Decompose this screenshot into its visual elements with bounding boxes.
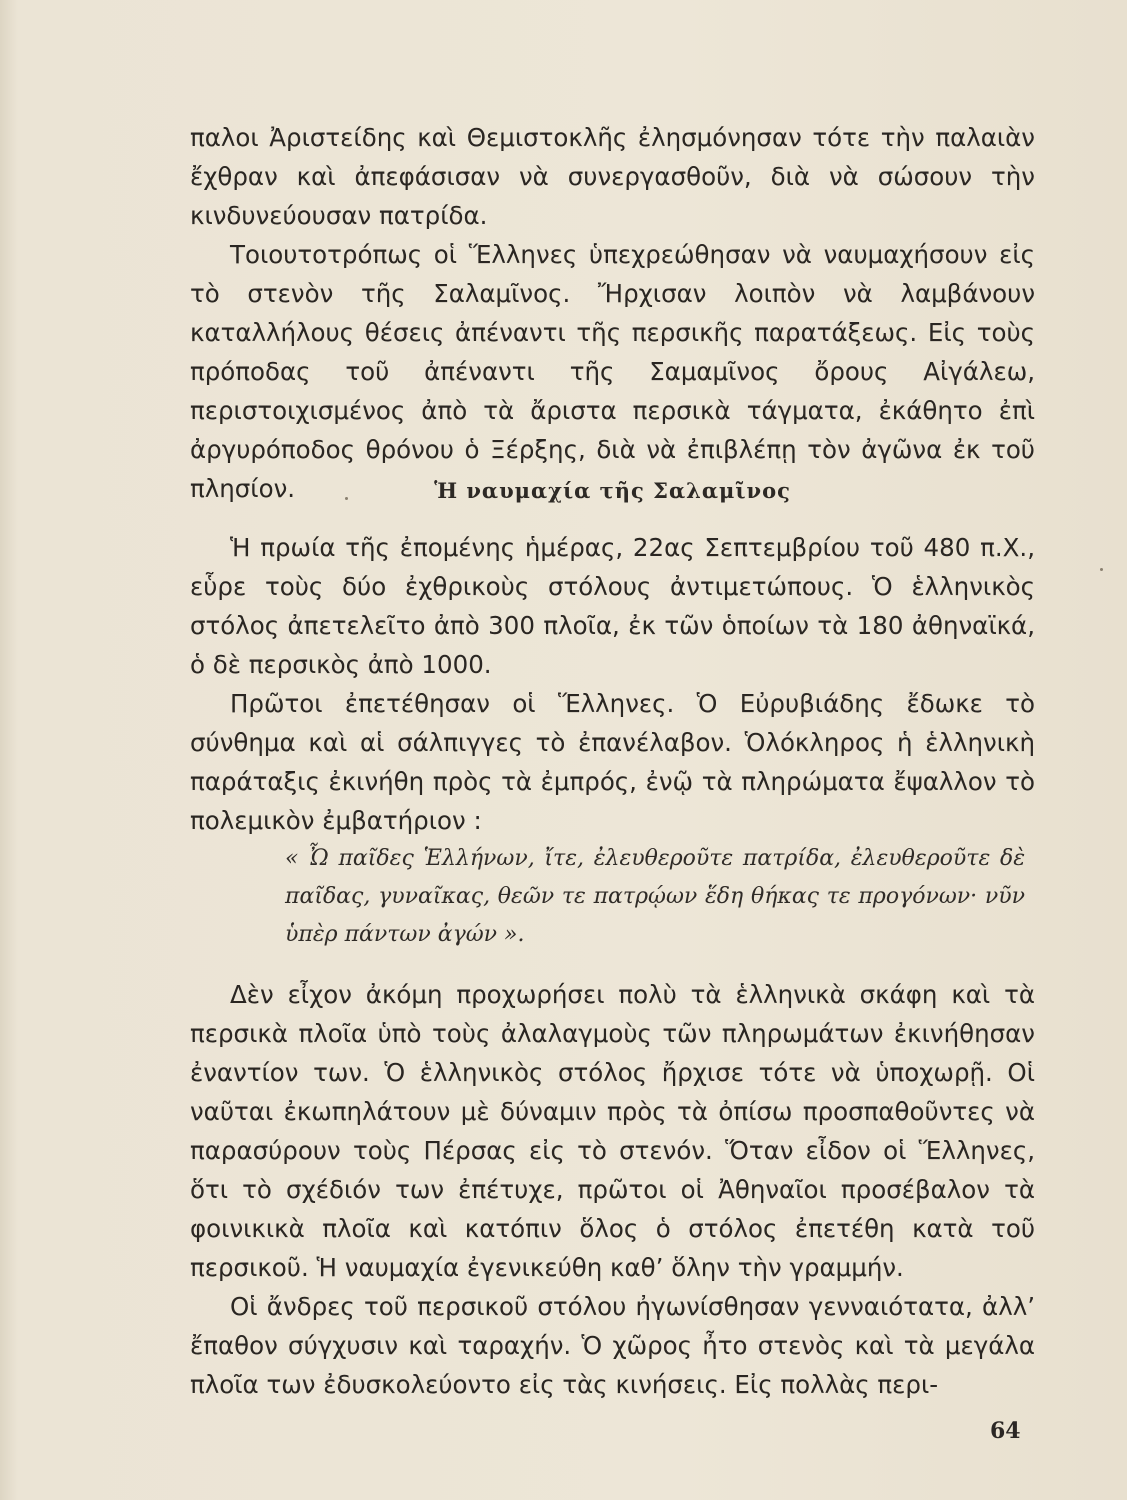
paragraph-5: Δὲν εἶχον ἀκόμη προχωρήσει πολὺ τὰ ἑλληνικὰ σκάφη καὶ τὰ περσικὰ πλοῖα ὑπὸ τοὺς ἀλαλαγμοὺς τῶν πληρωμάτων ἐκινήθησαν ἐναντίον των. Ὁ ἑλληνικὸς στόλος ἤρχισε τότε νὰ ὑποχωρῇ. Οἱ ναῦται ἐκωπηλάτουν μὲ δύναμιν πρὸς τὰ ὀπίσω προσπαθοῦντες νὰ παρασύρουν τοὺς Πέρσας εἰς τὸ στενόν. Ὅταν εἶδον οἱ Ἕλληνες, ὅτι τὸ σχέδιόν των ἐπέτυχε, πρῶτοι οἱ Ἀθηναῖοι προσέβαλον τὰ φοινικικὰ πλοῖα καὶ κατόπιν ὅλος ὁ στόλος ἐπετέθη κατὰ τοῦ περσικοῦ. Ἡ ναυμαχία ἐγενικεύθη καθ’ ὅλην τὴν γραμμήν. xyxy=(190,980,1035,1282)
paragraph-6: Οἱ ἄνδρες τοῦ περσικοῦ στόλου ἠγωνίσθησαν γενναιότατα, ἀλλ’ ἔπαθον σύγχυσιν καὶ ταραχήν. Ὁ χῶρος ἦτο στενὸς καὶ τὰ μεγάλα πλοῖα των ἐδυσκολεύοντο εἰς τὰς κινήσεις. Εἰς πολλὰς περι- xyxy=(190,1292,1035,1399)
text-section-middle xyxy=(190,528,1035,840)
paragraph-4: Πρῶτοι ἐπετέθησαν οἱ Ἕλληνες. Ὁ Εὐρυβιάδης ἔδωκε τὸ σύνθημα καὶ αἱ σάλπιγγες τὸ ἐπανέλαβον. Ὁλόκληρος ἡ ἑλληνικὴ παράταξις ἐκινήθη πρὸς τὰ ἐμπρός, ἐνῷ τὰ πληρώματα ἔψαλλον τὸ πολεμικὸν ἐμβατήριον : xyxy=(190,689,1035,835)
hymn-quote: « Ὦ παῖδες Ἑλλήνων, ἴτε, ἐλευθεροῦτε πατρίδα, ἐλευθεροῦτε δὲ παῖδας, γυναῖκας, θεῶν τε πατρῴων ἕδη θήκας τε προγόνων· νῦν ὑπὲρ πάντων ἀγών ». xyxy=(285,846,1025,947)
paragraph-1: παλοι Ἀριστείδης καὶ Θεμιστοκλῆς ἐλησμόνησαν τότε τὴν παλαιὰν ἔχθραν καὶ ἀπεφάσισαν νὰ συνεργασθοῦν, διὰ νὰ σώσουν τὴν κινδυνεύουσαν πατρίδα. xyxy=(190,123,1035,230)
page-number: 64 xyxy=(990,1418,1021,1444)
paper-speck xyxy=(1100,568,1103,571)
paper-speck xyxy=(345,497,348,500)
section-heading: Ἡ ναυμαχία τῆς Σαλαμῖνος xyxy=(434,478,791,503)
paragraph-3: Ἡ πρωία τῆς ἐπομένης ἡμέρας, 22ας Σεπτεμβρίου τοῦ 480 π.Χ., εὗρε τοὺς δύο ἐχθρικοὺς στόλους ἀντιμετώπους. Ὁ ἑλληνικὸς στόλος ἀπετελεῖτο ἀπὸ 300 πλοῖα, ἐκ τῶν ὁποίων τὰ 180 ἀθηναϊκά, ὁ δὲ περσικὸς ἀπὸ 1000. xyxy=(190,533,1035,679)
text-section-top xyxy=(190,118,1035,508)
text-section-bottom xyxy=(190,975,1035,1404)
paragraph-2: Τοιουτοτρόπως οἱ Ἕλληνες ὑπεχρεώθησαν νὰ ναυμαχήσουν εἰς τὸ στενὸν τῆς Σαλαμῖνος. Ἤρχισαν λοιπὸν νὰ λαμβάνουν καταλλήλους θέσεις ἀπέναντι τῆς περσικῆς παρατάξεως. Εἰς τοὺς πρόποδας τοῦ ἀπέναντι τῆς Σαμαμῖνος ὄρους Αἰγάλεω, περιστοιχισμένος ἀπὸ τὰ ἄριστα περσικὰ τάγματα, ἐκάθητο ἐπὶ ἀργυρόποδος θρόνου ὁ Ξέρξης, διὰ νὰ ἐπιβλέπῃ τὸν ἀγῶνα ἐκ τοῦ πλησίον. xyxy=(190,240,1035,503)
